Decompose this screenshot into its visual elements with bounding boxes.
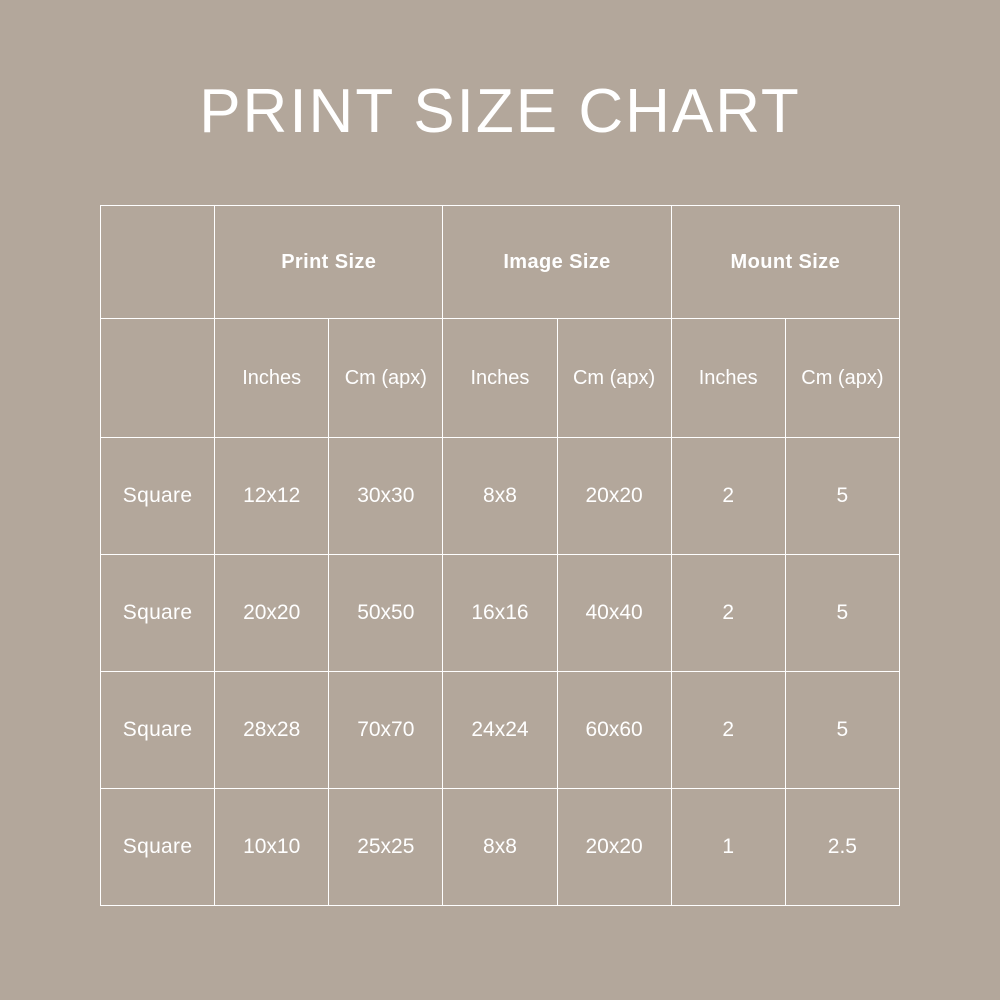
unit-header-image-cm: Cm (apx) bbox=[557, 319, 671, 438]
unit-header-print-inches: Inches bbox=[215, 319, 329, 438]
cell-mount-inches: 2 bbox=[671, 438, 785, 555]
cell-image-cm: 20x20 bbox=[557, 438, 671, 555]
row-label: Square bbox=[101, 672, 215, 789]
table-row bbox=[101, 555, 900, 672]
unit-header-corner bbox=[101, 319, 215, 438]
cell-mount-cm: 5 bbox=[785, 672, 899, 789]
table-row bbox=[101, 789, 900, 906]
cell-image-inches: 16x16 bbox=[443, 555, 557, 672]
cell-mount-cm: 5 bbox=[785, 438, 899, 555]
size-chart-table bbox=[100, 205, 900, 906]
page-title: PRINT SIZE CHART bbox=[199, 77, 801, 146]
cell-print-cm: 50x50 bbox=[329, 555, 443, 672]
cell-print-cm: 30x30 bbox=[329, 438, 443, 555]
group-header-image-size: Image Size bbox=[443, 206, 671, 319]
cell-image-cm: 40x40 bbox=[557, 555, 671, 672]
unit-header-mount-inches: Inches bbox=[671, 319, 785, 438]
cell-image-cm: 20x20 bbox=[557, 789, 671, 906]
size-chart-table-wrapper bbox=[100, 205, 900, 906]
cell-print-inches: 20x20 bbox=[215, 555, 329, 672]
table-row bbox=[101, 438, 900, 555]
group-header-corner bbox=[101, 206, 215, 319]
cell-print-cm: 25x25 bbox=[329, 789, 443, 906]
cell-print-inches: 12x12 bbox=[215, 438, 329, 555]
table-row bbox=[101, 672, 900, 789]
unit-header-print-cm: Cm (apx) bbox=[329, 319, 443, 438]
cell-print-cm: 70x70 bbox=[329, 672, 443, 789]
group-header-print-size: Print Size bbox=[215, 206, 443, 319]
group-header-row bbox=[101, 206, 900, 319]
cell-mount-inches: 2 bbox=[671, 555, 785, 672]
cell-image-inches: 8x8 bbox=[443, 789, 557, 906]
unit-header-image-inches: Inches bbox=[443, 319, 557, 438]
cell-image-inches: 8x8 bbox=[443, 438, 557, 555]
cell-mount-cm: 5 bbox=[785, 555, 899, 672]
cell-image-inches: 24x24 bbox=[443, 672, 557, 789]
cell-print-inches: 28x28 bbox=[215, 672, 329, 789]
row-label: Square bbox=[101, 438, 215, 555]
group-header-mount-size: Mount Size bbox=[671, 206, 899, 319]
cell-print-inches: 10x10 bbox=[215, 789, 329, 906]
unit-header-row bbox=[101, 319, 900, 438]
cell-mount-inches: 1 bbox=[671, 789, 785, 906]
row-label: Square bbox=[101, 555, 215, 672]
cell-mount-inches: 2 bbox=[671, 672, 785, 789]
cell-image-cm: 60x60 bbox=[557, 672, 671, 789]
row-label: Square bbox=[101, 789, 215, 906]
unit-header-mount-cm: Cm (apx) bbox=[785, 319, 899, 438]
cell-mount-cm: 2.5 bbox=[785, 789, 899, 906]
